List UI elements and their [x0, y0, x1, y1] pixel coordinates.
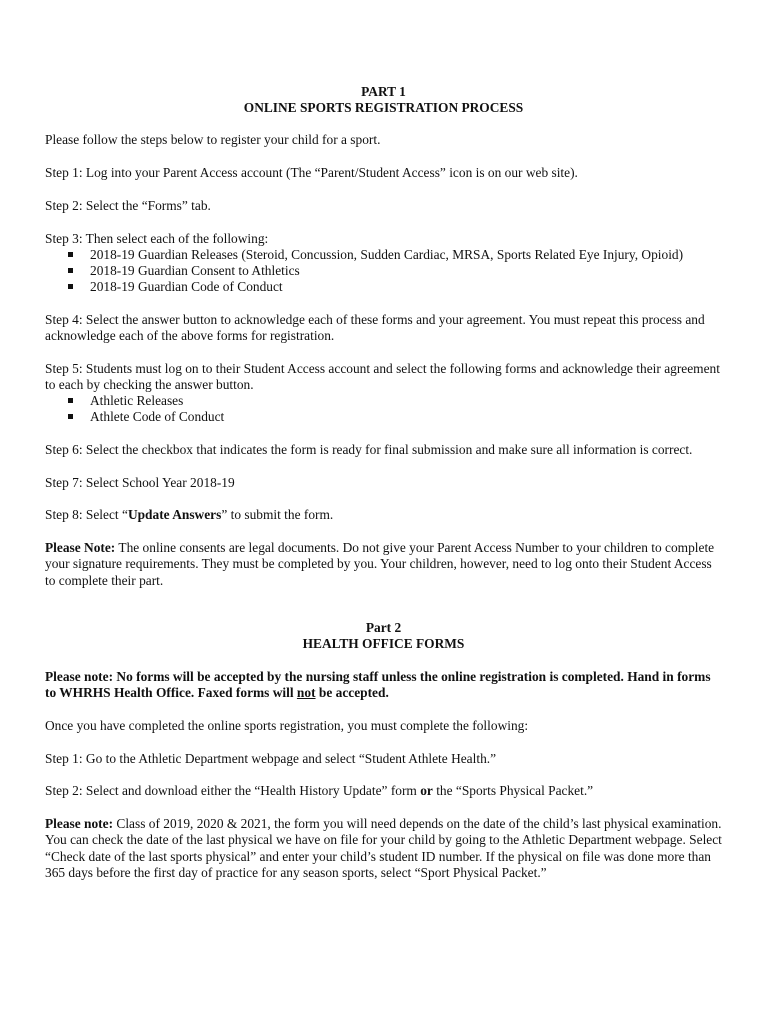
square-bullet-icon [68, 284, 73, 289]
part1-step7: Step 7: Select School Year 2018-19 [45, 474, 235, 490]
part2-subtitle: HEALTH OFFICE FORMS [302, 635, 465, 651]
part1-step5-list [45, 393, 722, 425]
square-bullet-icon [68, 252, 73, 257]
part2-heading [45, 620, 722, 652]
part1-step3-list [45, 247, 722, 296]
list-item: Athlete Code of Conduct [45, 409, 722, 425]
list-item: 2018-19 Guardian Code of Conduct [45, 279, 722, 295]
part1-intro: Please follow the steps below to register your child for a sport. [45, 132, 381, 148]
list-item: 2018-19 Guardian Consent to Athletics [45, 263, 722, 279]
part1-title: PART 1 [361, 84, 406, 99]
part1-subtitle: ONLINE SPORTS REGISTRATION PROCESS [243, 100, 524, 116]
part2-note-label: Please note: [45, 816, 114, 832]
part2-step1: Step 1: Go to the Athletic Department webpage and select “Student Athlete Health.” [45, 750, 497, 766]
square-bullet-icon [68, 414, 73, 419]
part2-title: Part 2 [365, 619, 402, 635]
part2-step2: Step 2: Select and download either the “Health History Update” form or the “Sports Physical Packet.” [45, 783, 594, 799]
square-bullet-icon [68, 398, 73, 403]
part1-step2: Step 2: Select the “Forms” tab. [45, 197, 211, 213]
part1-step3: Step 3: Then select each of the following: [45, 230, 269, 246]
part1-note-label: Please Note: [45, 540, 116, 556]
square-bullet-icon [68, 268, 73, 273]
part1-step4: Step 4: Select the answer button to acknowledge each of these forms and your agreement. You must repeat this process and acknowledge each of the above forms for registration. [45, 311, 705, 344]
update-answers-label: Update Answers [127, 507, 222, 523]
part1-step6: Step 6: Select the checkbox that indicates the form is ready for final submission and make sure all information is correct. [45, 442, 693, 458]
part2-intro: Once you have completed the online sports registration, you must complete the following: [45, 718, 529, 734]
part2-notice: Please note: No forms will be accepted by the nursing staff unless the online registration is completed. Hand in forms to WHRHS Health Office. Faxed forms will not be accepted. [45, 669, 711, 701]
part1-step5: Step 5: Students must log on to their Student Access account and select the following forms and acknowledge their agreement to each by checking the answer button. [45, 360, 720, 392]
part1-step1: Step 1: Log into your Parent Access account (The “Parent/Student Access” icon is on our web site). [45, 165, 578, 181]
list-item: 2018-19 Guardian Releases (Steroid, Concussion, Sudden Cardiac, MRSA, Sports Related Eye Injury, Opioid) [45, 247, 722, 263]
part2-note: Please note: Class of 2019, 2020 & 2021, the form you will need depends on the date of the child’s last physical examination. You can check the date of the last physical we have on file for your child by going to the Athletic Department webpage. Select “Check date of the last sports physical” and enter your child’s student ID number. If the physical on file was done more than 365 days before the first day of practice for any season sports, select “Sport Physical Packet.” [45, 816, 722, 880]
part1-heading [45, 84, 722, 116]
part1-step8: Step 8: Select “Update Answers” to submit the form. [45, 507, 334, 523]
part1-note: Please Note: The online consents are legal documents. Do not give your Parent Access Number to your children to complete your signature requirements. They must be completed by you. Your children, however, need to log onto their Student Access to complete their part. [45, 540, 715, 588]
list-item: Athletic Releases [45, 393, 722, 409]
